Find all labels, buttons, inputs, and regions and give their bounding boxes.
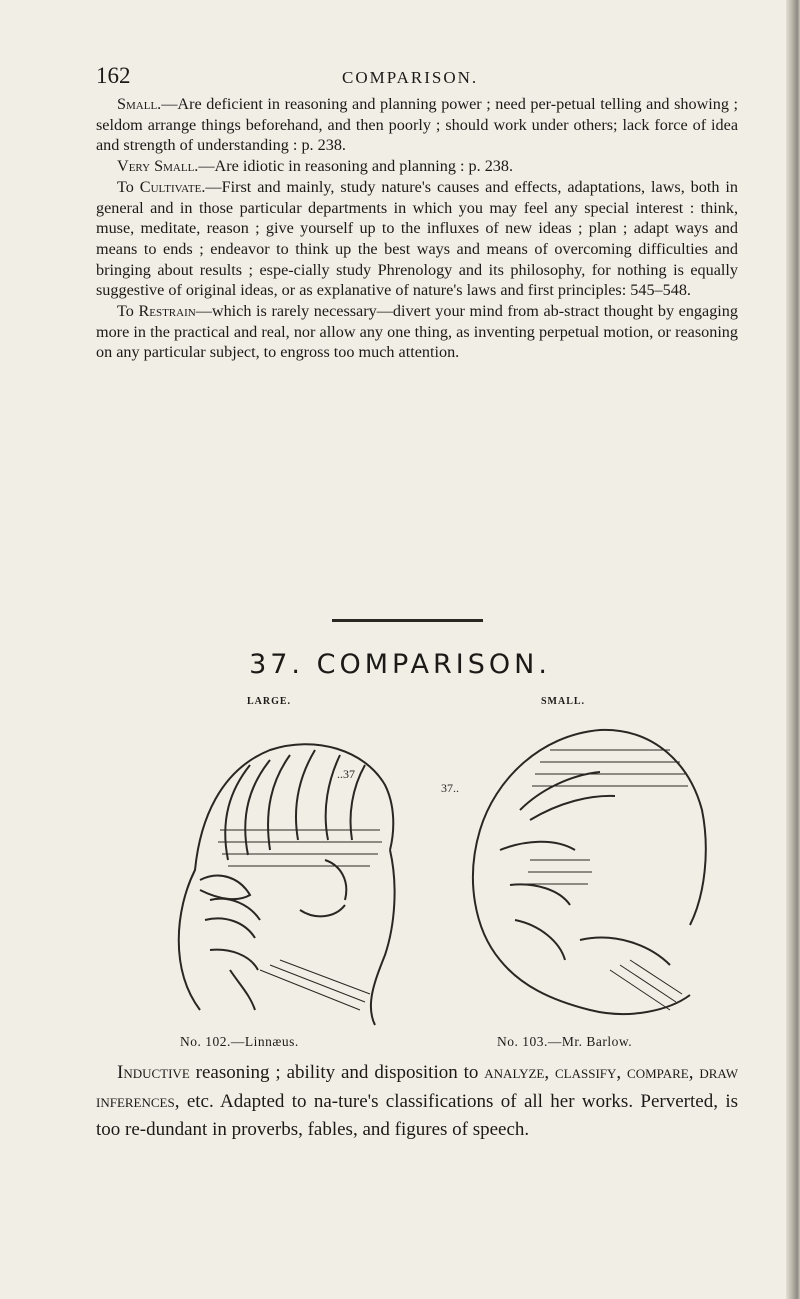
description-text: etc. Adapted to na-ture's classifications of all her works. Perverted, is too re-dundant in proverbs, fables, and figures of speech. bbox=[96, 1090, 738, 1140]
marker-right: 37.. bbox=[441, 781, 459, 795]
paragraph-lead: Cultivate. bbox=[139, 177, 206, 196]
portrait-barlow bbox=[440, 710, 712, 1030]
description-lead: Inductive bbox=[117, 1062, 190, 1083]
paragraph-lead: Restrain bbox=[138, 302, 196, 321]
label-small: SMALL. bbox=[541, 696, 586, 707]
paragraph-restrain bbox=[96, 301, 738, 363]
description-text: reasoning ; ability and disposition to bbox=[189, 1062, 485, 1083]
running-head: COMPARISON. bbox=[342, 68, 479, 87]
paragraph-text: —Are idiotic in reasoning and planning : p. 238. bbox=[198, 157, 514, 176]
paragraph-text: —First and mainly, study nature's causes and effects, adaptations, laws, both in general and in those particular departments in which you may feel any special interest : think, muse, meditate, reason ; give yourself up to the influxes of new ideas ; plan ; adapt ways and means to ends ; endeavor to think up the best ways and means of overcoming difficulties and bringing about results ; espe-cially study Phrenology and its philosophy, for nothing is equally suggestive of original ideas, or as explanative of nature's laws and first principles: 545–548. bbox=[96, 177, 738, 300]
paragraph-lead-prefix: To bbox=[117, 177, 140, 196]
figure-title: 37. COMPARISON. bbox=[249, 649, 551, 680]
paragraph-text: —which is rarely necessary—divert your mind from ab-stract thought by engaging more in the practical and real, nor allow any one thing, as inventing perpetual motion, or reasoning on any particular subject, to engross too much attention. bbox=[96, 302, 738, 362]
caption-linnaeus: No. 102.—Linnæus. bbox=[180, 1034, 299, 1049]
paragraph-lead: Very Small. bbox=[117, 157, 199, 176]
description-smallcaps: analyze, classify, compare, draw inferences, bbox=[96, 1062, 739, 1112]
body-text bbox=[96, 94, 738, 363]
marker-left: ..37 bbox=[337, 767, 355, 781]
paragraph-cultivate bbox=[96, 177, 738, 301]
paragraph-text: —Are deficient in reasoning and planning power ; need per-petual telling and showing ; seldom arrange things beforehand, and then poorly ; should work under others; lack force of idea and strength of understanding : p. 238. bbox=[96, 95, 738, 155]
description-paragraph bbox=[96, 1059, 738, 1145]
label-large: LARGE. bbox=[247, 696, 292, 707]
faculty-description bbox=[96, 1059, 738, 1145]
section-divider bbox=[332, 619, 483, 622]
paragraph-very-small bbox=[96, 156, 738, 177]
paragraph-lead-prefix: To bbox=[117, 302, 139, 321]
paragraph-lead: Small. bbox=[117, 95, 162, 113]
paragraph-small bbox=[96, 94, 738, 156]
caption-barlow: No. 103.—Mr. Barlow. bbox=[497, 1034, 633, 1049]
portrait-linnaeus bbox=[140, 710, 404, 1030]
page-number: 162 bbox=[96, 63, 131, 88]
